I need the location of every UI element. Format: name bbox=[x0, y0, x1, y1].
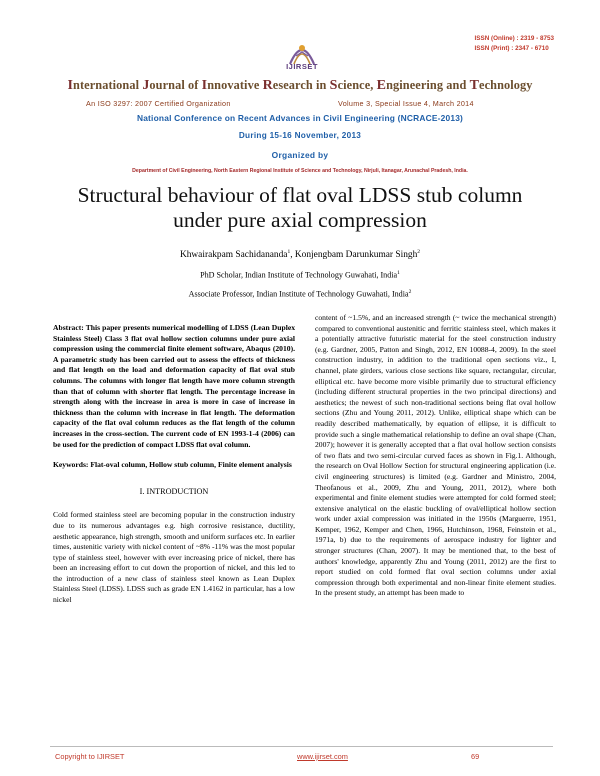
conference-name: National Conference on Recent Advances in Civil Engineering (NCRACE-2013) bbox=[136, 113, 464, 123]
organizing-department: Department of Civil Engineering, North Eastern Regional Institute of Science and Technology, Nirjuli, Itanagar, Arunachal Pradesh, India. bbox=[132, 168, 468, 174]
left-column bbox=[53, 323, 295, 606]
affiliation-2 bbox=[0, 289, 600, 299]
abstract: Abstract: This paper presents numerical modelling of LDSS (Lean Duplex Stainless Steel) Class 3 flat oval hollow section columns under pure axial compression using the commercial finite element software, Abaqus (2010). A parametric study has been carried out to assess the effects of thickness and flat length on the load and deformation capacity of flat oval stub columns. The columns with longer flat length have more column strength than that of column with shorter flat length. The percentage increase in strength along with the increase in area is more in case of increase in thickness than the column with increase in flat length. The deformation capacity of the flat oval column reduces as the flat length of the column increases in the cross-section. The current code of EN 1993-1-4 (2006) can be used for the prediction of compact LDSS flat oval column. bbox=[53, 323, 295, 449]
section-heading: I. INTRODUCTION bbox=[139, 486, 209, 496]
affiliation-text: PhD Scholar, Indian Institute of Technology Guwahati, India bbox=[200, 270, 398, 280]
certified-text: An ISO 3297: 2007 Certified Organization bbox=[86, 99, 231, 108]
keywords: Keywords: Flat-oval column, Hollow stub column, Finite element analysis bbox=[53, 460, 292, 470]
paper-title bbox=[0, 183, 600, 233]
affiliation-sup: 1 bbox=[397, 270, 400, 276]
paper-title-line: Structural behaviour of flat oval LDSS stub column bbox=[77, 183, 523, 207]
footer-divider bbox=[50, 746, 553, 747]
volume-text: Volume 3, Special Issue 4, March 2014 bbox=[338, 99, 474, 108]
issn-print: ISSN (Print) : 2347 - 6710 bbox=[474, 45, 549, 52]
intro-paragraph: Cold formed stainless steel are becoming popular in the construction industry due to its numerous advantages e.g. high corrosive resistance, ductility, aesthetic appearance, high strength, smooth and uniform surfaces etc. In earlier times, austenitic variety with nickel content of ~8% -11% was the most popular type of stainless steel, however with ever increasing price of nickel, there has been an increasing effort to cut down the proportion of nickel, and this led to the introduction of a new class of stainless steel known as Lean Duplex Stainless Steel (LDSS). LDSS such as grade EN 1.4162 in particular, has a low nickel bbox=[53, 510, 295, 605]
right-column bbox=[315, 313, 556, 599]
author-name: , Konjengbam Darunkumar Singh bbox=[290, 250, 418, 261]
right-column-text: content of ~1.5%, and an increased strength (~ twice the mechanical strength) compared to conventional austenitic and ferritic stainless steel, which makes it a potentially attractive futuristic material for the steel construction industry (e.g. Gardner, 2005, Patton and Singh, 2012, EN 10088-4, 2009). In the steel construction industry, in addition to the traditional open sections viz., I, channel, plate girders, various close sections like square, rectangular, circular, elliptical etc. have become more visible primarily due to structural efficiency (including different structural properties in the two principal directions) and aesthetics; the newest of such non-traditional sections being flat oval hollow sections (Zhu and Young 2011, 2012). Unlike, elliptical shape which can be readily described mathematically, by equation of ellipse, it is difficult to provide such a single mathematical relationship to define an oval shape (Chan, 2007); however it is generally accepted that a flat oval hollow section consists of two flats and two semi-circular curved faces as shown in Fig.1. Although, the research on Oval Hollow Section for structural engineering application (i.e. civil engineering structures) is limited (e.g. Gardner and Ministro, 2004, Theofanous et al., 2009, Zhu and Young, 2011, 2012), where both experimental and finite element studies were attempted for cold formed steel; extensive analytical on the elastic buckling of oval/elliptical hollow section work under axial compression was initiated in the 1950s (Marguerre, 1951, Kemper, 1962, Kemper and Chen, 1966, Hutchinson, 1968, Feinstein et al., 1971a, b) due to the requirements of aerospace industry for lighter and stronger structures (Chan, 2007). It may be mentioned that, to the best of authors' knowledge, apparently Zhu and Young (2011, 2012) are the first to report studied on cold formed flat oval section columns under axial compression through both experimental and non-linear finite element studies. In the present study, an attempt has been made to bbox=[315, 313, 556, 598]
footer-page-number: 69 bbox=[471, 752, 480, 761]
paper-title-line: under pure axial compression bbox=[173, 208, 427, 232]
journal-word: Journal of bbox=[142, 78, 202, 93]
journal-word: Technology bbox=[469, 78, 533, 93]
affiliation-text: Associate Professor, Indian Institute of Technology Guwahati, India bbox=[188, 289, 409, 299]
journal-word: Research in bbox=[262, 78, 330, 93]
footer-url[interactable]: www.ijirset.com bbox=[297, 752, 348, 761]
journal-word: Innovative bbox=[201, 78, 263, 93]
journal-title bbox=[0, 78, 600, 94]
logo-text: IJIRSET bbox=[286, 62, 318, 71]
journal-word: International bbox=[67, 78, 143, 93]
affiliation-1 bbox=[0, 270, 600, 280]
author-name: Khwairakpam Sachidananda bbox=[179, 250, 288, 261]
conference-dates: During 15-16 November, 2013 bbox=[238, 131, 362, 140]
journal-word: Engineering and bbox=[376, 78, 470, 93]
journal-word: Science, bbox=[329, 78, 377, 93]
organized-by: Organized by bbox=[271, 150, 329, 160]
author-sup: 1 bbox=[287, 249, 291, 255]
issn-block bbox=[475, 34, 554, 54]
authors bbox=[0, 249, 600, 260]
author-sup: 2 bbox=[417, 249, 421, 255]
affiliation-sup: 2 bbox=[408, 289, 412, 295]
footer-copyright: Copyright to IJIRSET bbox=[55, 752, 125, 761]
issn-online: ISSN (Online) : 2319 - 8753 bbox=[474, 35, 554, 42]
